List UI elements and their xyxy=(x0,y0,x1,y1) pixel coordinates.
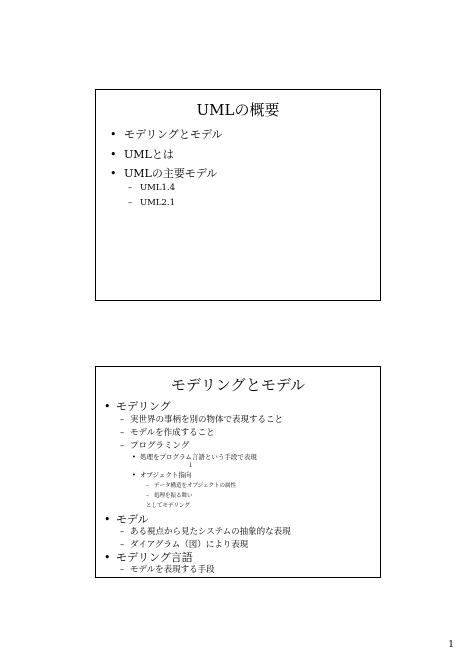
dash-marker: – xyxy=(120,441,125,451)
bullet-text: UMLとは xyxy=(124,148,174,161)
dash-marker: – xyxy=(128,183,133,193)
bullet-item xyxy=(110,165,217,181)
sub-text: プログラミング xyxy=(130,441,190,451)
dash-marker: – xyxy=(120,565,125,575)
page-number: 1 xyxy=(448,640,454,650)
sub-text: ある視点から見たシステムの抽象的な表現 xyxy=(130,527,291,537)
slide-title: UMLの概要 xyxy=(196,101,280,119)
detail-text: 処理を振る舞い xyxy=(154,493,193,499)
bullet-text: UMLの主要モデル xyxy=(124,167,218,180)
bullet-text: モデリング言語 xyxy=(116,551,193,564)
bullet-marker: • xyxy=(104,400,111,413)
down-arrow: ↓ xyxy=(188,461,194,469)
detail-text-continued: としてモデリング xyxy=(146,503,190,509)
dash-marker: – xyxy=(120,415,125,425)
bullet-item xyxy=(104,398,171,414)
bullet-marker: • xyxy=(110,167,117,180)
sub-item xyxy=(128,198,175,208)
sub-text: UML2.1 xyxy=(140,198,176,208)
dash-marker: – xyxy=(128,198,133,208)
dash-marker: – xyxy=(120,428,125,438)
sub-item xyxy=(120,439,189,451)
bullet-marker: • xyxy=(132,471,136,479)
detail-item xyxy=(146,481,236,489)
bullet-item xyxy=(110,146,174,162)
dash-marker: – xyxy=(120,527,125,537)
sub-sub-text: オブジェクト指向 xyxy=(140,471,192,479)
slide-title: モデリングとモデル xyxy=(170,376,306,394)
detail-text: データ構造をオブジェクトの属性 xyxy=(154,483,237,489)
sub-text: UML1.4 xyxy=(140,183,176,193)
slide-uml-overview xyxy=(95,89,381,301)
sub-sub-item xyxy=(132,452,257,461)
detail-item xyxy=(146,491,193,499)
bullet-item xyxy=(110,126,222,142)
sub-text: モデルを表現する手段 xyxy=(130,565,215,575)
sub-text: モデルを作成すること xyxy=(130,428,215,438)
bullet-marker: • xyxy=(110,128,117,141)
bullet-text: モデリングとモデル xyxy=(124,128,223,141)
sub-text: 実世界の事柄を別の物体で表現すること xyxy=(130,415,284,425)
bullet-marker: • xyxy=(104,551,111,564)
bullet-text: モデル xyxy=(116,513,149,526)
sub-item xyxy=(120,426,215,438)
sub-text: ダイアグラム（図）により表現 xyxy=(130,540,249,550)
bullet-marker: • xyxy=(110,148,117,161)
sub-item xyxy=(128,183,175,193)
bullet-marker: • xyxy=(132,453,136,461)
dash-marker: – xyxy=(146,483,149,489)
dash-marker: – xyxy=(146,493,149,499)
slide-modeling-and-model xyxy=(95,366,381,578)
dash-marker: – xyxy=(120,540,125,550)
bullet-marker: • xyxy=(104,513,111,526)
bullet-text: モデリング xyxy=(116,400,171,413)
sub-item xyxy=(120,563,215,575)
sub-item xyxy=(120,525,291,537)
sub-sub-text: 処理をプログラム言語という手段で表現 xyxy=(140,453,257,461)
sub-item xyxy=(120,413,283,425)
sub-sub-item xyxy=(132,470,191,479)
